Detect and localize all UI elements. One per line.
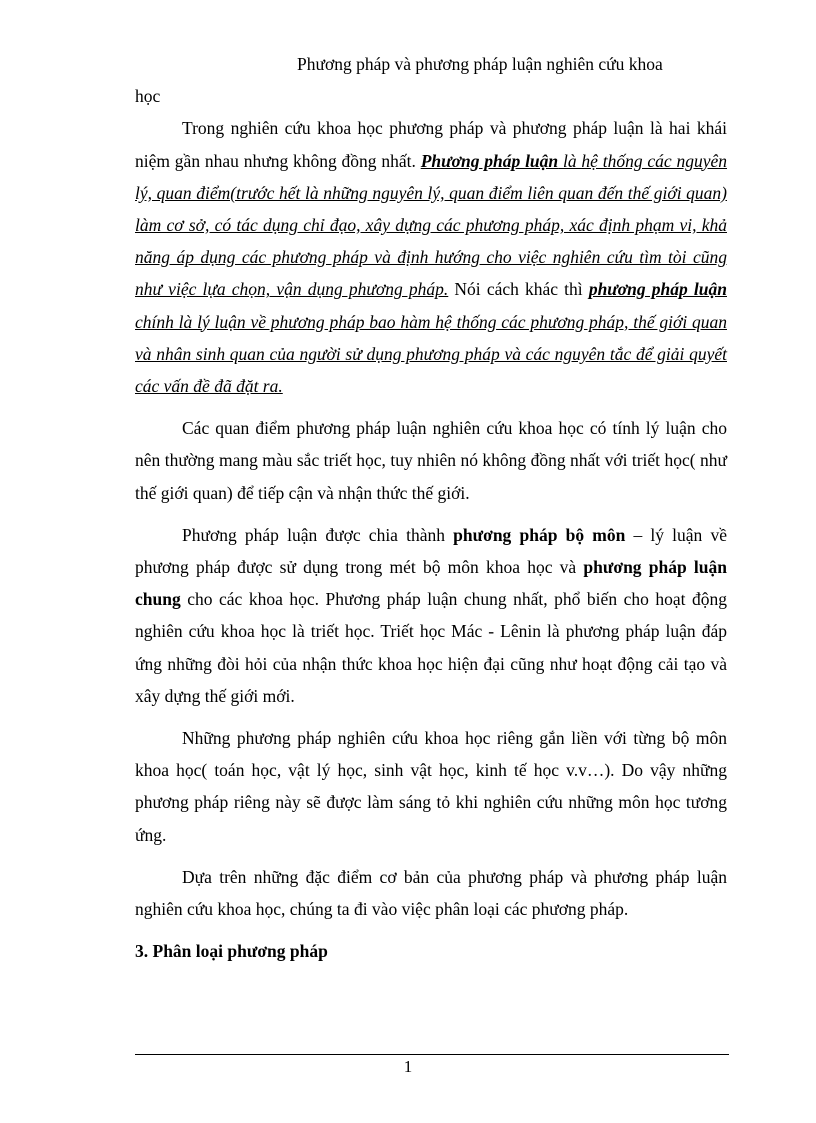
paragraph-intro: Trong nghiên cứu khoa học phương pháp và phương pháp luận là hai khái niệm gần nhau nhưng không đồng nhất. — [135, 118, 727, 171]
methodology-definition: là hệ thống các nguyên lý, quan điểm(trước hết là những nguyên lý, quan điểm liên quan đến thế giới quan) làm cơ sở, có tác dụng chỉ đạo, xây dựng các phương pháp, xác định phạm vi, khả năng áp dụng các phương pháp và định hướng cho việc nghiên cứu tìm tòi cũng như việc lựa chọn, vận dụng phương pháp. — [135, 150, 728, 300]
methodology-definition-2: chính là lý luận về phương pháp bao hàm hệ thống các phương pháp, thế giới quan và nhân sinh quan của người sử dụng phương pháp và các nguyên tắc để giải quyết các vấn đề đã đặt ra. — [135, 311, 727, 397]
paragraph-text: Phương pháp luận được chia thành — [182, 524, 454, 545]
paragraph-text: cho các khoa học. Phương pháp luận chung nhất, phổ biến cho hoạt động nghiên cứu khoa học là triết học. Triết học Mác - Lênin là phương pháp luận đáp ứng những đòi hỏi của nhận thức khoa học hiện đại cũng như hoạt động cải tạo và xây dựng thế giới mới. — [135, 589, 727, 706]
term-general-methodology: phương pháp luận chung — [135, 557, 728, 610]
paragraph-specific-methods: Những phương pháp nghiên cứu khoa học riêng gắn liền với từng bộ môn khoa học( toán học, vật lý học, sinh vật học, kinh tế học v.v…). Do vậy những phương pháp riêng này sẽ được làm sáng tỏ khi nghiên cứu những môn học tương ứng. — [135, 728, 727, 845]
paragraph-text: – lý luận về phương pháp được sử dụng trong mét bộ môn khoa học và — [135, 524, 727, 578]
section-title: 3. Phân loại phương pháp — [135, 941, 328, 962]
document-body — [135, 48, 727, 967]
paragraph-definition — [135, 112, 727, 402]
paragraph-transition: Nói cách khác thì — [448, 279, 589, 300]
paragraph-transition-to-classification: Dựa trên những đặc điểm cơ bản của phương pháp và phương pháp luận nghiên cứu khoa học, chúng ta đi vào việc phân loại các phương pháp. — [135, 866, 727, 920]
footer-divider — [135, 1054, 729, 1055]
term-methodology: Phương pháp luận — [420, 150, 559, 171]
page-number: 1 — [403, 1057, 413, 1076]
term-subject-method: phương pháp bộ môn — [453, 524, 626, 545]
term-methodology-2: phương pháp luận — [588, 279, 727, 300]
section-heading-continuation: học — [135, 86, 161, 107]
paragraph-classification — [135, 519, 727, 712]
section-heading: Phương pháp và phương pháp luận nghiên cứu khoa — [297, 54, 663, 74]
paragraph-philosophy: Các quan điểm phương pháp luận nghiên cứu khoa học có tính lý luận cho nên thường mang màu sắc triết học, tuy nhiên nó không đồng nhất với triết học( như thế giới quan) để tiếp cận và nhận thức thế giới. — [135, 418, 727, 503]
